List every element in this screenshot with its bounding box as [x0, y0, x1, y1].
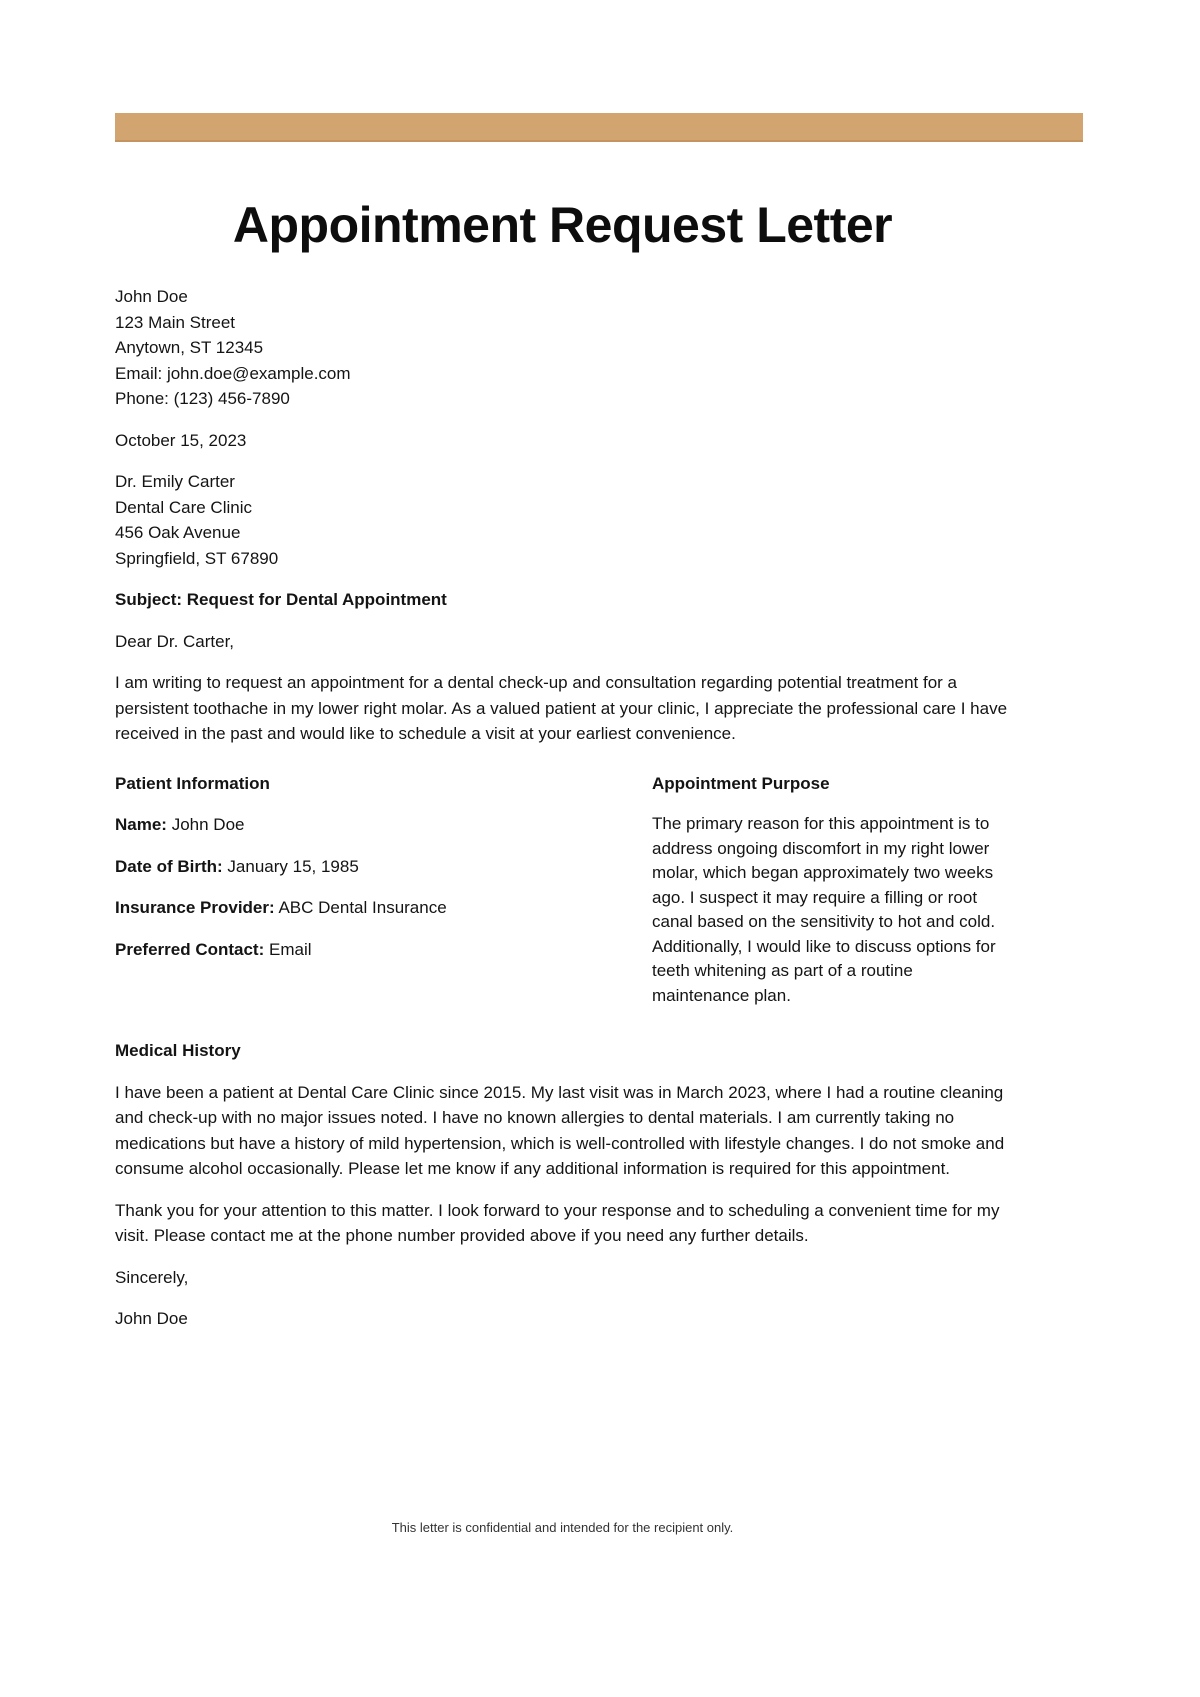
appointment-purpose-paragraph: The primary reason for this appointment is to address ongoing discomfort in my right lower molar, which began approximately two weeks ago. I suspect it may require a filling or root canal based on the sensitivity to hot and cold. Additionally, I would like to discuss options for teeth whitening as part of a routine maintenance plan. — [652, 814, 996, 1005]
letter-date: October 15, 2023 — [115, 430, 247, 450]
patient-field-contact-label: Preferred Contact: — [115, 939, 265, 959]
recipient-address-line2: Springfield, ST 67890 — [115, 548, 279, 568]
patient-field-insurance-value: ABC Dental Insurance — [278, 898, 447, 917]
patient-field-name-label: Name: — [115, 815, 167, 834]
salutation: Dear Dr. Carter, — [115, 631, 235, 651]
patient-field-contact-value: Email — [269, 939, 312, 959]
sender-name: John Doe — [115, 287, 188, 306]
sender-block — [115, 284, 1010, 412]
recipient-address-line1: 456 Oak Avenue — [115, 523, 241, 542]
patient-field-dob-label: Date of Birth: — [115, 856, 223, 876]
patient-field-dob — [115, 854, 603, 880]
medical-history-paragraph: I have been a patient at Dental Care Clinic since 2015. My last visit was in March 2023, where I had a routine cleaning and check-up with no major issues noted. I have no known allergies to dental materials. I am currently taking no medications but have a history of mild hypertension, which is well-controlled with lifestyle changes. I do not smoke and consume alcohol occasionally. Please let me know if any additional information is required for this appointment. — [115, 1082, 1005, 1178]
medical-history-heading: Medical History — [115, 1041, 241, 1060]
subject-line: Subject: Request for Dental Appointment — [115, 590, 447, 609]
patient-field-contact — [115, 937, 603, 963]
patient-information-section — [115, 771, 603, 1009]
sender-address-line2: Anytown, ST 12345 — [115, 338, 264, 357]
appointment-purpose-section — [652, 771, 1010, 1009]
intro-paragraph: I am writing to request an appointment for a dental check-up and consultation regarding potential treatment for a persistent toothache in my lower right molar. As a valued patient at your clinic, I appreciate the professional care I have received in the past and would like to schedule a visit at your earliest convenience. — [115, 673, 1008, 743]
signature: John Doe — [115, 1309, 188, 1328]
patient-field-insurance-label: Insurance Provider: — [115, 898, 275, 917]
patient-field-insurance — [115, 895, 603, 921]
details-section — [115, 771, 1010, 1009]
closing-paragraph: Thank you for your attention to this matter. I look forward to your response and to scheduling a convenient time for my visit. Please contact me at the phone number provided above if you need any further details. — [115, 1200, 1000, 1245]
patient-information-heading: Patient Information — [115, 773, 270, 793]
patient-field-dob-value: January 15, 1985 — [227, 856, 359, 876]
sender-address-line1: 123 Main Street — [115, 312, 236, 332]
sender-phone: Phone: (123) 456-7890 — [115, 389, 290, 408]
recipient-block — [115, 469, 1010, 571]
recipient-name: Dr. Emily Carter — [115, 472, 235, 491]
page-title: Appointment Request Letter — [232, 197, 893, 253]
sender-email: Email: john.doe@example.com — [115, 363, 351, 383]
signoff: Sincerely, — [115, 1267, 189, 1287]
letter-content — [115, 0, 1010, 1536]
confidentiality-note: This letter is confidential and intended for the recipient only. — [391, 1519, 734, 1535]
patient-field-name — [115, 812, 603, 838]
recipient-organization: Dental Care Clinic — [115, 497, 252, 517]
patient-field-name-value: John Doe — [171, 815, 245, 834]
appointment-purpose-heading: Appointment Purpose — [652, 773, 830, 793]
